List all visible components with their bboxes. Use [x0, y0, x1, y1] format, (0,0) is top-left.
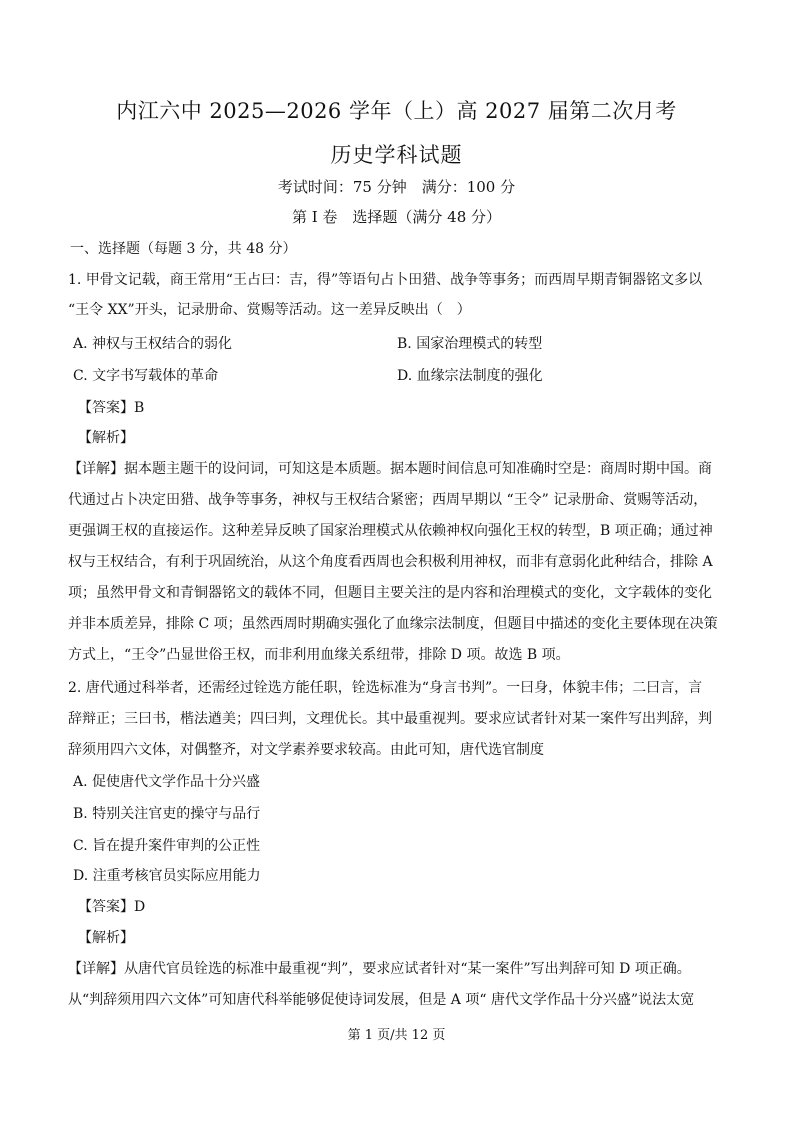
volume-heading: 第 I 卷 选择题（满分 48 分）: [291, 208, 502, 226]
q1-detail-line-1: 【详解】据本题主题干的设问词，可知这是本质题。据本题时间信息可知准确时空是：商周时期中国。商: [68, 461, 712, 477]
q2-detail-line-1: 【详解】从唐代官员铨选的标准中最重视“判”，要求应试者针对“某一案件”写出判辞可知 D 项正确。: [68, 961, 691, 977]
section-heading: 一、选择题（每题 3 分，共 48 分）: [70, 241, 297, 257]
q2-stem-line-1: 2. 唐代通过科举者，还需经过铨选方能任职，铨选标准为“身言书判”。一曰身，体貌丰伟；二曰言，言: [68, 680, 703, 696]
q1-option-b: B. 国家治理模式的转型: [397, 336, 543, 352]
q1-detail-line-4: 权与王权结合，有利于巩固统治，从这个角度看西周也会积极利用神权，而非有意弱化此种结合，排除 A: [68, 554, 713, 570]
q1-analysis-label: 【解析】: [78, 430, 134, 446]
q2-option-b: B. 特别关注官吏的操守与品行: [73, 806, 261, 822]
q2-stem-line-2: 辞辩正；三曰书，楷法遒美；四曰判，文理优长。其中最重视判。要求应试者针对某一案件写出判辞，判: [68, 711, 712, 727]
page-number: 第 1 页/共 12 页: [347, 1028, 446, 1043]
q1-stem-line-2: “王令 XX”开头，记录册命、赏赐等活动。这一差异反映出（ ）: [68, 302, 471, 318]
q2-answer: 【答案】D: [78, 899, 146, 915]
q1-detail-line-5: 项；虽然甲骨文和青铜器铭文的载体不同，但题目主要关注的是内容和治理模式的变化，文字载体的变化: [68, 585, 712, 601]
q1-option-c: C. 文字书写载体的革命: [73, 368, 219, 384]
q2-option-a: A. 促使唐代文学作品十分兴盛: [73, 774, 261, 790]
q1-detail-line-7: 方式上，“王令”凸显世俗王权，而非利用血缘关系纽带，排除 D 项。故选 B 项。: [68, 647, 570, 663]
q1-detail-line-6: 并非本质差异，排除 C 项；虽然西周时期确实强化了血缘宗法制度，但题目中描述的变化主要体现在决策: [68, 616, 718, 632]
q1-answer: 【答案】B: [78, 400, 145, 416]
q1-stem-line-1: 1. 甲骨文记载，商王常用“王占曰：吉，得”等语句占卜田猎、战争等事务；而西周早期青铜器铭文多以: [68, 272, 703, 288]
q1-detail-line-2: 代通过占卜决定田猎、战争等事务，神权与王权结合紧密；西周早期以 “王令” 记录册命、赏赐等活动，: [68, 492, 708, 508]
subject-title: 历史学科试题: [330, 143, 463, 167]
exam-info: 考试时间：75 分钟 满分：100 分: [277, 178, 516, 196]
q2-stem-line-3: 辞须用四六文体，对偶整齐，对文学素养要求较高。由此可知，唐代选官制度: [68, 742, 544, 758]
q2-detail-line-2: 从“判辞须用四六文体”可知唐代科举能够促使诗词发展，但是 A 项“ 唐代文学作品十分兴盛”说法太宽: [68, 992, 695, 1008]
q2-analysis-label: 【解析】: [78, 930, 134, 946]
q1-option-a: A. 神权与王权结合的弱化: [73, 336, 233, 352]
q2-option-c: C. 旨在提升案件审判的公正性: [73, 838, 261, 854]
q1-detail-line-3: 更强调王权的直接运作。这种差异反映了国家治理模式从依赖神权向强化王权的转型，B 项正确；通过神: [68, 523, 713, 539]
q1-option-d: D. 血缘宗法制度的强化: [397, 368, 543, 384]
q2-option-d: D. 注重考核官员实际应用能力: [73, 868, 261, 884]
exam-title: 内江六中 2025—2026 学年（上）高 2027 届第二次月考: [116, 99, 677, 123]
